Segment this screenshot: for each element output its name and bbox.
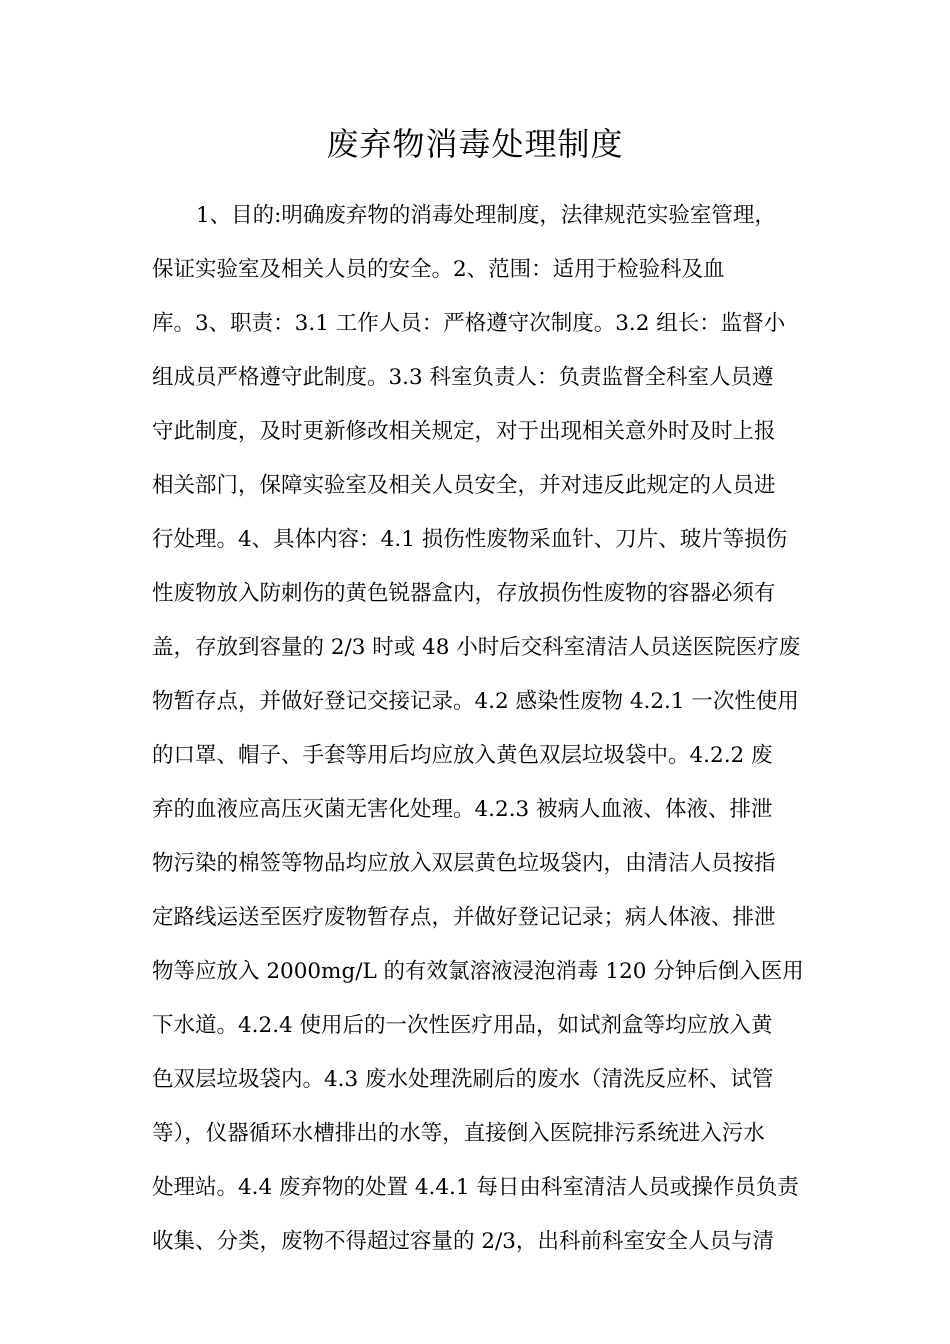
body-line: 守此制度，及时更新修改相关规定，对于出现相关意外时及时上报 (152, 419, 776, 444)
document-body (152, 194, 812, 1274)
body-line: 物暂存点，并做好登记交接记录。4.2 感染性废物 4.2.1 一次性使用 (152, 689, 799, 714)
body-line: 性废物放入防刺伤的黄色锐器盒内，存放损伤性废物的容器必须有 (152, 581, 776, 606)
body-line: 盖，存放到容量的 2/3 时或 48 小时后交科室清洁人员送医院医疗废 (152, 635, 801, 660)
body-line: 弃的血液应高压灭菌无害化处理。4.2.3 被病人血液、体液、排泄 (152, 797, 773, 822)
body-line: 物等应放入 2000mg/L 的有效氯溶液浸泡消毒 120 分钟后倒入医用 (152, 959, 804, 984)
body-line: 相关部门，保障实验室及相关人员安全，并对违反此规定的人员进 (152, 473, 776, 498)
body-line: 组成员严格遵守此制度。3.3 科室负责人：负责监督全科室人员遵 (152, 365, 774, 390)
body-line: 库。3、职责：3.1 工作人员：严格遵守次制度。3.2 组长：监督小 (152, 311, 786, 336)
body-line: 等），仪器循环水槽排出的水等，直接倒入医院排污系统进入污水 (152, 1121, 765, 1146)
body-line: 物污染的棉签等物品均应放入双层黄色垃圾袋内，由清洁人员按指 (152, 851, 776, 876)
body-line: 收集、分类，废物不得超过容量的 2/3，出科前科室安全人员与清 (152, 1229, 774, 1254)
body-line: 1、目的:明确废弃物的消毒处理制度，法律规范实验室管理， (196, 203, 776, 228)
body-line: 行处理。4、具体内容：4.1 损伤性废物采血针、刀片、玻片等损伤 (152, 527, 788, 552)
body-line: 定路线运送至医疗废物暂存点，并做好登记记录；病人体液、排泄 (152, 905, 776, 930)
body-line: 色双层垃圾袋内。4.3 废水处理洗刷后的废水（清洗反应杯、试管 (152, 1067, 774, 1092)
body-line: 的口罩、帽子、手套等用后均应放入黄色双层垃圾袋中。4.2.2 废 (152, 743, 773, 768)
body-line: 处理站。4.4 废弃物的处置 4.4.1 每日由科室清洁人员或操作员负责 (152, 1175, 799, 1200)
document-title: 废弃物消毒处理制度 (326, 125, 624, 163)
body-line: 下水道。4.2.4 使用后的一次性医疗用品，如试剂盒等均应放入黄 (152, 1013, 773, 1038)
body-line: 保证实验室及相关人员的安全。2、范围：适用于检验科及血 (152, 257, 725, 282)
